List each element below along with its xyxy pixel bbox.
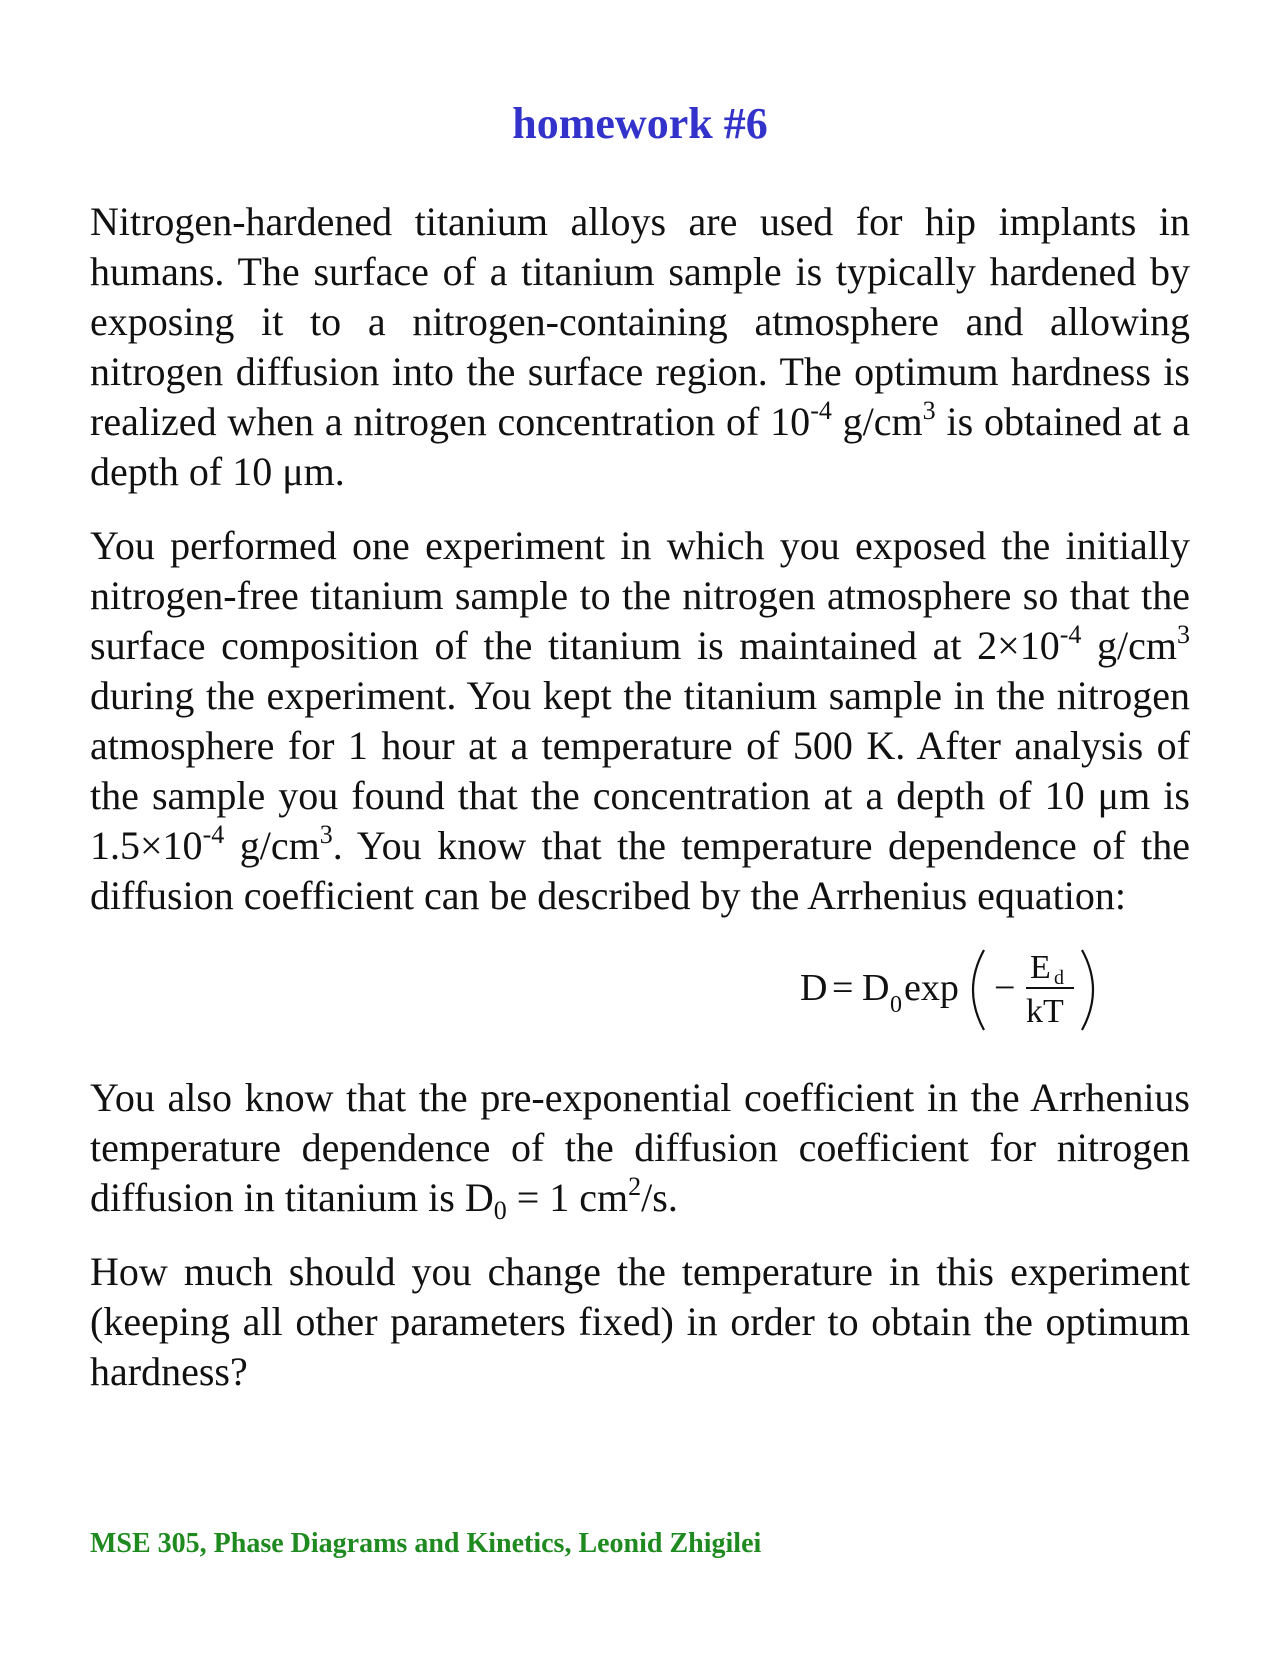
arrhenius-equation	[800, 942, 1120, 1038]
p1-exponent-1: -4	[810, 396, 832, 425]
p3-exponent: 2	[628, 1172, 642, 1201]
p1-text-c: is obtained at a depth of 10 μm.	[90, 399, 1190, 494]
p2-text-c: during the experiment. You kept the titanium sample in the nitrogen atmosphere for 1 hour at a temperature of 500 K. After analysis of the sample you found that the concentration at a depth of 10 μm is 1.5×10	[90, 673, 1190, 868]
equation-left-paren	[973, 950, 984, 1030]
p1-text-a: Nitrogen-hardened titanium alloys are used for hip implants in humans. The surface of a titanium sample is typically hardened by exposing it to a nitrogen-containing atmosphere and allowing nitrogen diffusion into the surface region. The optimum hardness is realized when a nitrogen concentration of 10	[90, 199, 1190, 444]
p2-exponent-4: 3	[319, 820, 333, 849]
p3-subscript: 0	[493, 1196, 507, 1225]
equation-numerator-subscript: d	[1054, 967, 1064, 989]
equation-denominator: kT	[1026, 993, 1064, 1030]
p2-text-e: . You know that the temperature dependence of the diffusion coefficient can be described by the Arrhenius equation:	[90, 823, 1191, 918]
equation-function: exp	[904, 967, 959, 1009]
p2-exponent-3: -4	[202, 820, 225, 849]
p1-text-b: g/cm	[831, 399, 923, 444]
p2-text-b: g/cm	[1081, 623, 1177, 668]
p2-text-a: You performed one experiment in which you exposed the initially nitrogen-free titanium sample to the nitrogen atmosphere so that the surface composition of the titanium is maintained at 2×10	[90, 523, 1190, 668]
p2-exponent-1: -4	[1059, 620, 1082, 649]
p3-text-c: /s.	[641, 1175, 678, 1220]
p3-text-a: You also know that the pre-exponential coefficient in the Arrhenius temperature dependence of the diffusion coefficient for nitrogen diffusion in titanium is D	[90, 1075, 1190, 1220]
equation-right-paren	[1082, 950, 1093, 1030]
p2-text-d: g/cm	[224, 823, 320, 868]
p2-exponent-2: 3	[1177, 620, 1190, 649]
equation-d0: D	[862, 967, 890, 1009]
equation-minus: −	[994, 967, 1016, 1009]
paragraph-intro	[90, 197, 1190, 497]
paragraph-experiment	[90, 521, 1190, 921]
equation-lhs: D	[800, 967, 828, 1009]
course-footer: MSE 305, Phase Diagrams and Kinetics, Leonid Zhigilei	[90, 1528, 762, 1559]
p1-exponent-2: 3	[922, 396, 936, 425]
equation-equals: =	[832, 967, 854, 1009]
p3-text-b: = 1 cm	[506, 1175, 629, 1220]
equation-d0-subscript: 0	[890, 992, 902, 1018]
equation-numerator: E	[1030, 949, 1051, 986]
paragraph-question: How much should you change the temperature in this experiment (keeping all other parameters fixed) in order to obtain the optimum hardness?	[90, 1249, 1190, 1394]
page-title: homework #6	[512, 99, 768, 148]
paragraph-preexponential	[90, 1073, 1190, 1223]
